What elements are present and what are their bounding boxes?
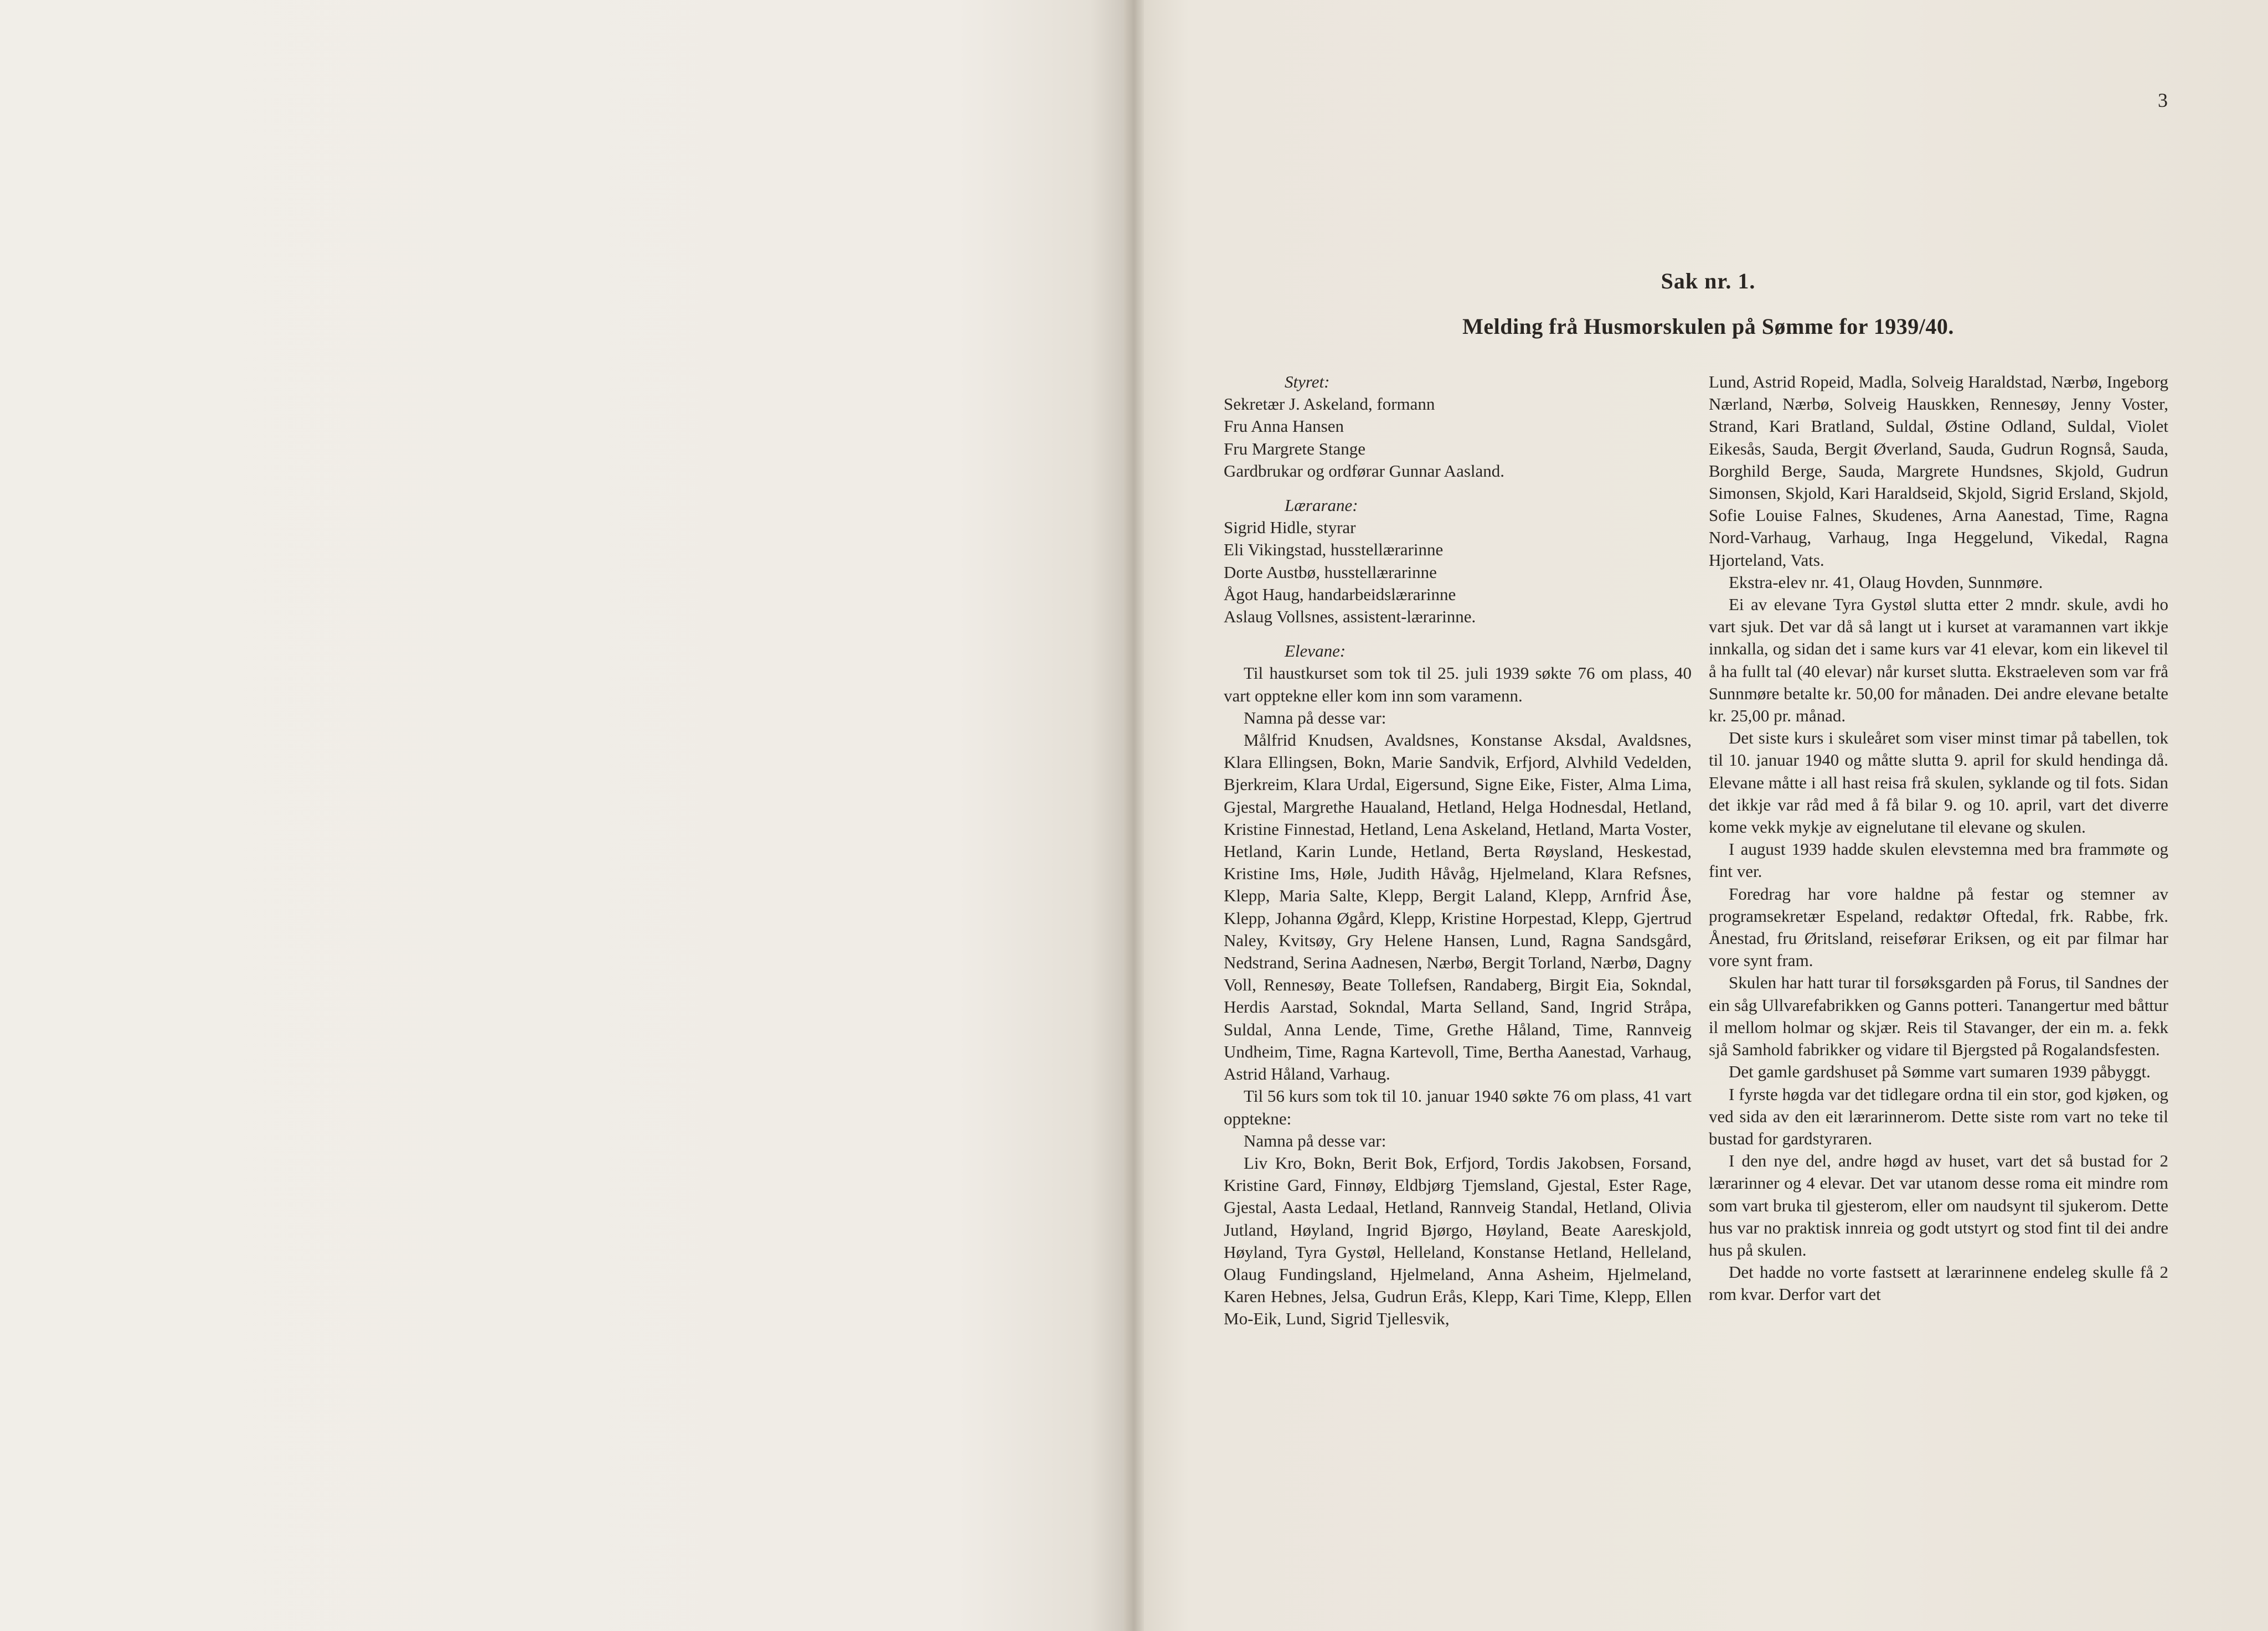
laerar-member: Aslaug Vollsnes, assistent-lærarinne. xyxy=(1224,607,1476,627)
text-column-right xyxy=(1709,371,2168,1306)
styret-member: Sekretær J. Askeland, formann xyxy=(1224,394,1435,414)
paragraph: Det siste kurs i skuleåret som viser minst timar på tabellen, tok til 10. januar 1940 og måtte slutta 9. april for skuld hendinga då. Elevane måtte i all hast reisa frå skulen, syklande og til fots. Sidan det ikkje var råd med å få bilar 9. og 10. april, vart det diverre kome vekk mykje av eignelutane til elevane og skulen. xyxy=(1709,728,2168,837)
paragraph: Ei av elevane Tyra Gystøl slutta etter 2 mndr. skule, avdi ho vart sjuk. Det var då så langt ut i kurset at varamannen vart ikkje innkalla, og sidan det i same kurs var 41 elevar, kom ein likevel til å ha fullt tal (40 elevar) når kurset slutta. Ekstraeleven som var frå Sunnmøre betalte kr. 50,00 for månaden. Dei andre elevane betalte kr. 25,00 pr. månad. xyxy=(1709,595,2168,726)
styret-member: Fru Margrete Stange xyxy=(1224,438,1365,458)
paragraph: I fyrste høgda var det tidlegare ordna til ein stor, god kjøken, og ved sida av den eit lærarinnerom. Dette siste rom vart no teke til bustad for gardstyraren. xyxy=(1709,1084,2168,1148)
paragraph: Lund, Astrid Ropeid, Madla, Solveig Haraldstad, Nærbø, Ingeborg Nærland, Nærbø, Solveig Hauskken, Rennesøy, Jenny Voster, Strand, Kari Bratland, Suldal, Østine Odland, Suldal, Violet Eikesås, Sauda, Bergit Øverland, Sauda, Gudrun Rognså, Sauda, Borghild Berge, Sauda, Margrete Hundsnes, Skjold, Gudrun Simonsen, Skjold, Kari Haraldseid, Skjold, Sigrid Ersland, Skjold, Sofie Louise Falnes, Skudenes, Arna Aanestad, Time, Ragna Nord-Varhaug, Varhaug, Inga Heggelund, Vikedal, Ragna Hjorteland, Vats. xyxy=(1709,372,2168,570)
book-gutter xyxy=(1124,0,1144,1631)
paragraph: Det hadde no vorte fastsett at lærarinnene endeleg skulle få 2 rom kvar. Derfor vart det xyxy=(1709,1262,2168,1304)
report-heading: Melding frå Husmorskulen på Sømme for 1939/40. xyxy=(1462,314,1954,339)
case-title: Sak nr. 1. xyxy=(1661,269,1756,293)
paragraph: Ekstra-elev nr. 41, Olaug Hovden, Sunnmøre. xyxy=(1729,572,2043,592)
paragraph: Skulen har hatt turar til forsøksgarden på Forus, til Sandnes der ein såg Ullvarefabrikken og Ganns potteri. Tanangertur med båttur il mellom holmar og skjær. Reis til Stavanger, der ein m. a. fekk sjå Samhold fabrikker og vidare til Bjergsted på Rogalandsfesten. xyxy=(1709,973,2168,1060)
paragraph: Namna på desse var: xyxy=(1244,1131,1386,1150)
paragraph: Til haustkurset som tok til 25. juli 1939 søkte 76 om plass, 40 vart opptekne eller kom inn som varamenn. xyxy=(1224,663,1692,705)
laerar-member: Sigrid Hidle, styrar xyxy=(1224,518,1356,538)
paragraph: I den nye del, andre høgd av huset, vart det så bustad for 2 lærarinner og 4 elevar. Det var utanom desse roma eit mindre rom som vart bruka til gjesterom, eller om naudsynt til sjukerom. Dette hus var no praktisk innreia og godt utstyrt og stod fint til dei andre hus på skulen. xyxy=(1709,1151,2168,1260)
laerar-member: Eli Vikingstad, husstellærarinne xyxy=(1224,540,1444,560)
styret-label: Styret: xyxy=(1285,372,1330,391)
paragraph: Foredrag har vore haldne på festar og stemner av programsekretær Espeland, redaktør Oftedal, frk. Rabbe, frk. Ånestad, fru Øritsland, reiseførar Eriksen, og eit par filmar har vore synt fram. xyxy=(1709,884,2168,971)
left-page-blank xyxy=(0,0,1124,1631)
paragraph: Liv Kro, Bokn, Berit Bok, Erfjord, Tordis Jakobsen, Forsand, Kristine Gard, Finnøy, Eldbjørg Tjemsland, Gjestal, Ester Rage, Gjestal, Aasta Ledaal, Hetland, Rannveig Standal, Hetland, Olivia Jutland, Høyland, Ingrid Bjørgo, Høyland, Beate Aareskjold, Høyland, Tyra Gystøl, Helleland, Konstanse Hetland, Helleland, Olaug Fundingsland, Hjelmeland, Anna Asheim, Hjelmeland, Karen Hebnes, Jelsa, Gudrun Erås, Klepp, Kari Time, Klepp, Ellen Mo-Eik, Lund, Sigrid Tjellesvik, xyxy=(1224,1153,1692,1329)
laerar-member: Ågot Haug, handarbeidslærarinne xyxy=(1224,584,1456,604)
styret-member: Gardbrukar og ordførar Gunnar Aasland. xyxy=(1224,461,1505,481)
paragraph: Det gamle gardshuset på Sømme vart sumaren 1939 påbyggt. xyxy=(1729,1062,2151,1082)
elevane-label: Elevane: xyxy=(1285,641,1346,661)
styret-member: Fru Anna Hansen xyxy=(1224,416,1344,436)
text-column-left xyxy=(1224,371,1692,1330)
paragraph: Målfrid Knudsen, Avaldsnes, Konstanse Aksdal, Avaldsnes, Klara Ellingsen, Bokn, Marie Sandvik, Erfjord, Alvhild Vedelden, Bjerkreim, Klara Urdal, Eigersund, Signe Eike, Fister, Alma Lima, Gjestal, Margrethe Haualand, Hetland, Helga Hodnesdal, Hetland, Kristine Finnestad, Hetland, Lena Askeland, Hetland, Marta Voster, Hetland, Karin Lunde, Hetland, Berta Røysland, Heskestad, Kristine Ims, Høle, Judith Håvåg, Hjelmeland, Klara Refsnes, Klepp, Maria Salte, Klepp, Bergit Laland, Klepp, Arnfrid Åse, Klepp, Johanna Øgård, Klepp, Kristine Horpestad, Klepp, Gjertrud Naley, Kvitsøy, Gry Helene Hansen, Lund, Ragna Sandsgård, Nedstrand, Serina Aadnesen, Nærbø, Bergit Torland, Nærbø, Dagny Voll, Rennesøy, Beate Tollefsen, Randaberg, Birgit Eia, Sokndal, Herdis Aarstad, Sokndal, Marta Selland, Sand, Ingrid Stråpa, Suldal, Anna Lende, Time, Grethe Håland, Time, Rannveig Undheim, Time, Ragna Kartevoll, Time, Bertha Aanestad, Varhaug, Astrid Håland, Varhaug. xyxy=(1224,730,1692,1084)
page-number: 3 xyxy=(2158,89,2168,111)
laerar-member: Dorte Austbø, husstellærarinne xyxy=(1224,562,1437,582)
paragraph: Namna på desse var: xyxy=(1244,708,1386,727)
paragraph: I august 1939 hadde skulen elevstemna med bra frammøte og fint ver. xyxy=(1709,839,2168,881)
laerarane-label: Lærarane: xyxy=(1285,496,1358,515)
paragraph: Til 56 kurs som tok til 10. januar 1940 søkte 76 om plass, 41 vart opptekne: xyxy=(1224,1086,1692,1128)
